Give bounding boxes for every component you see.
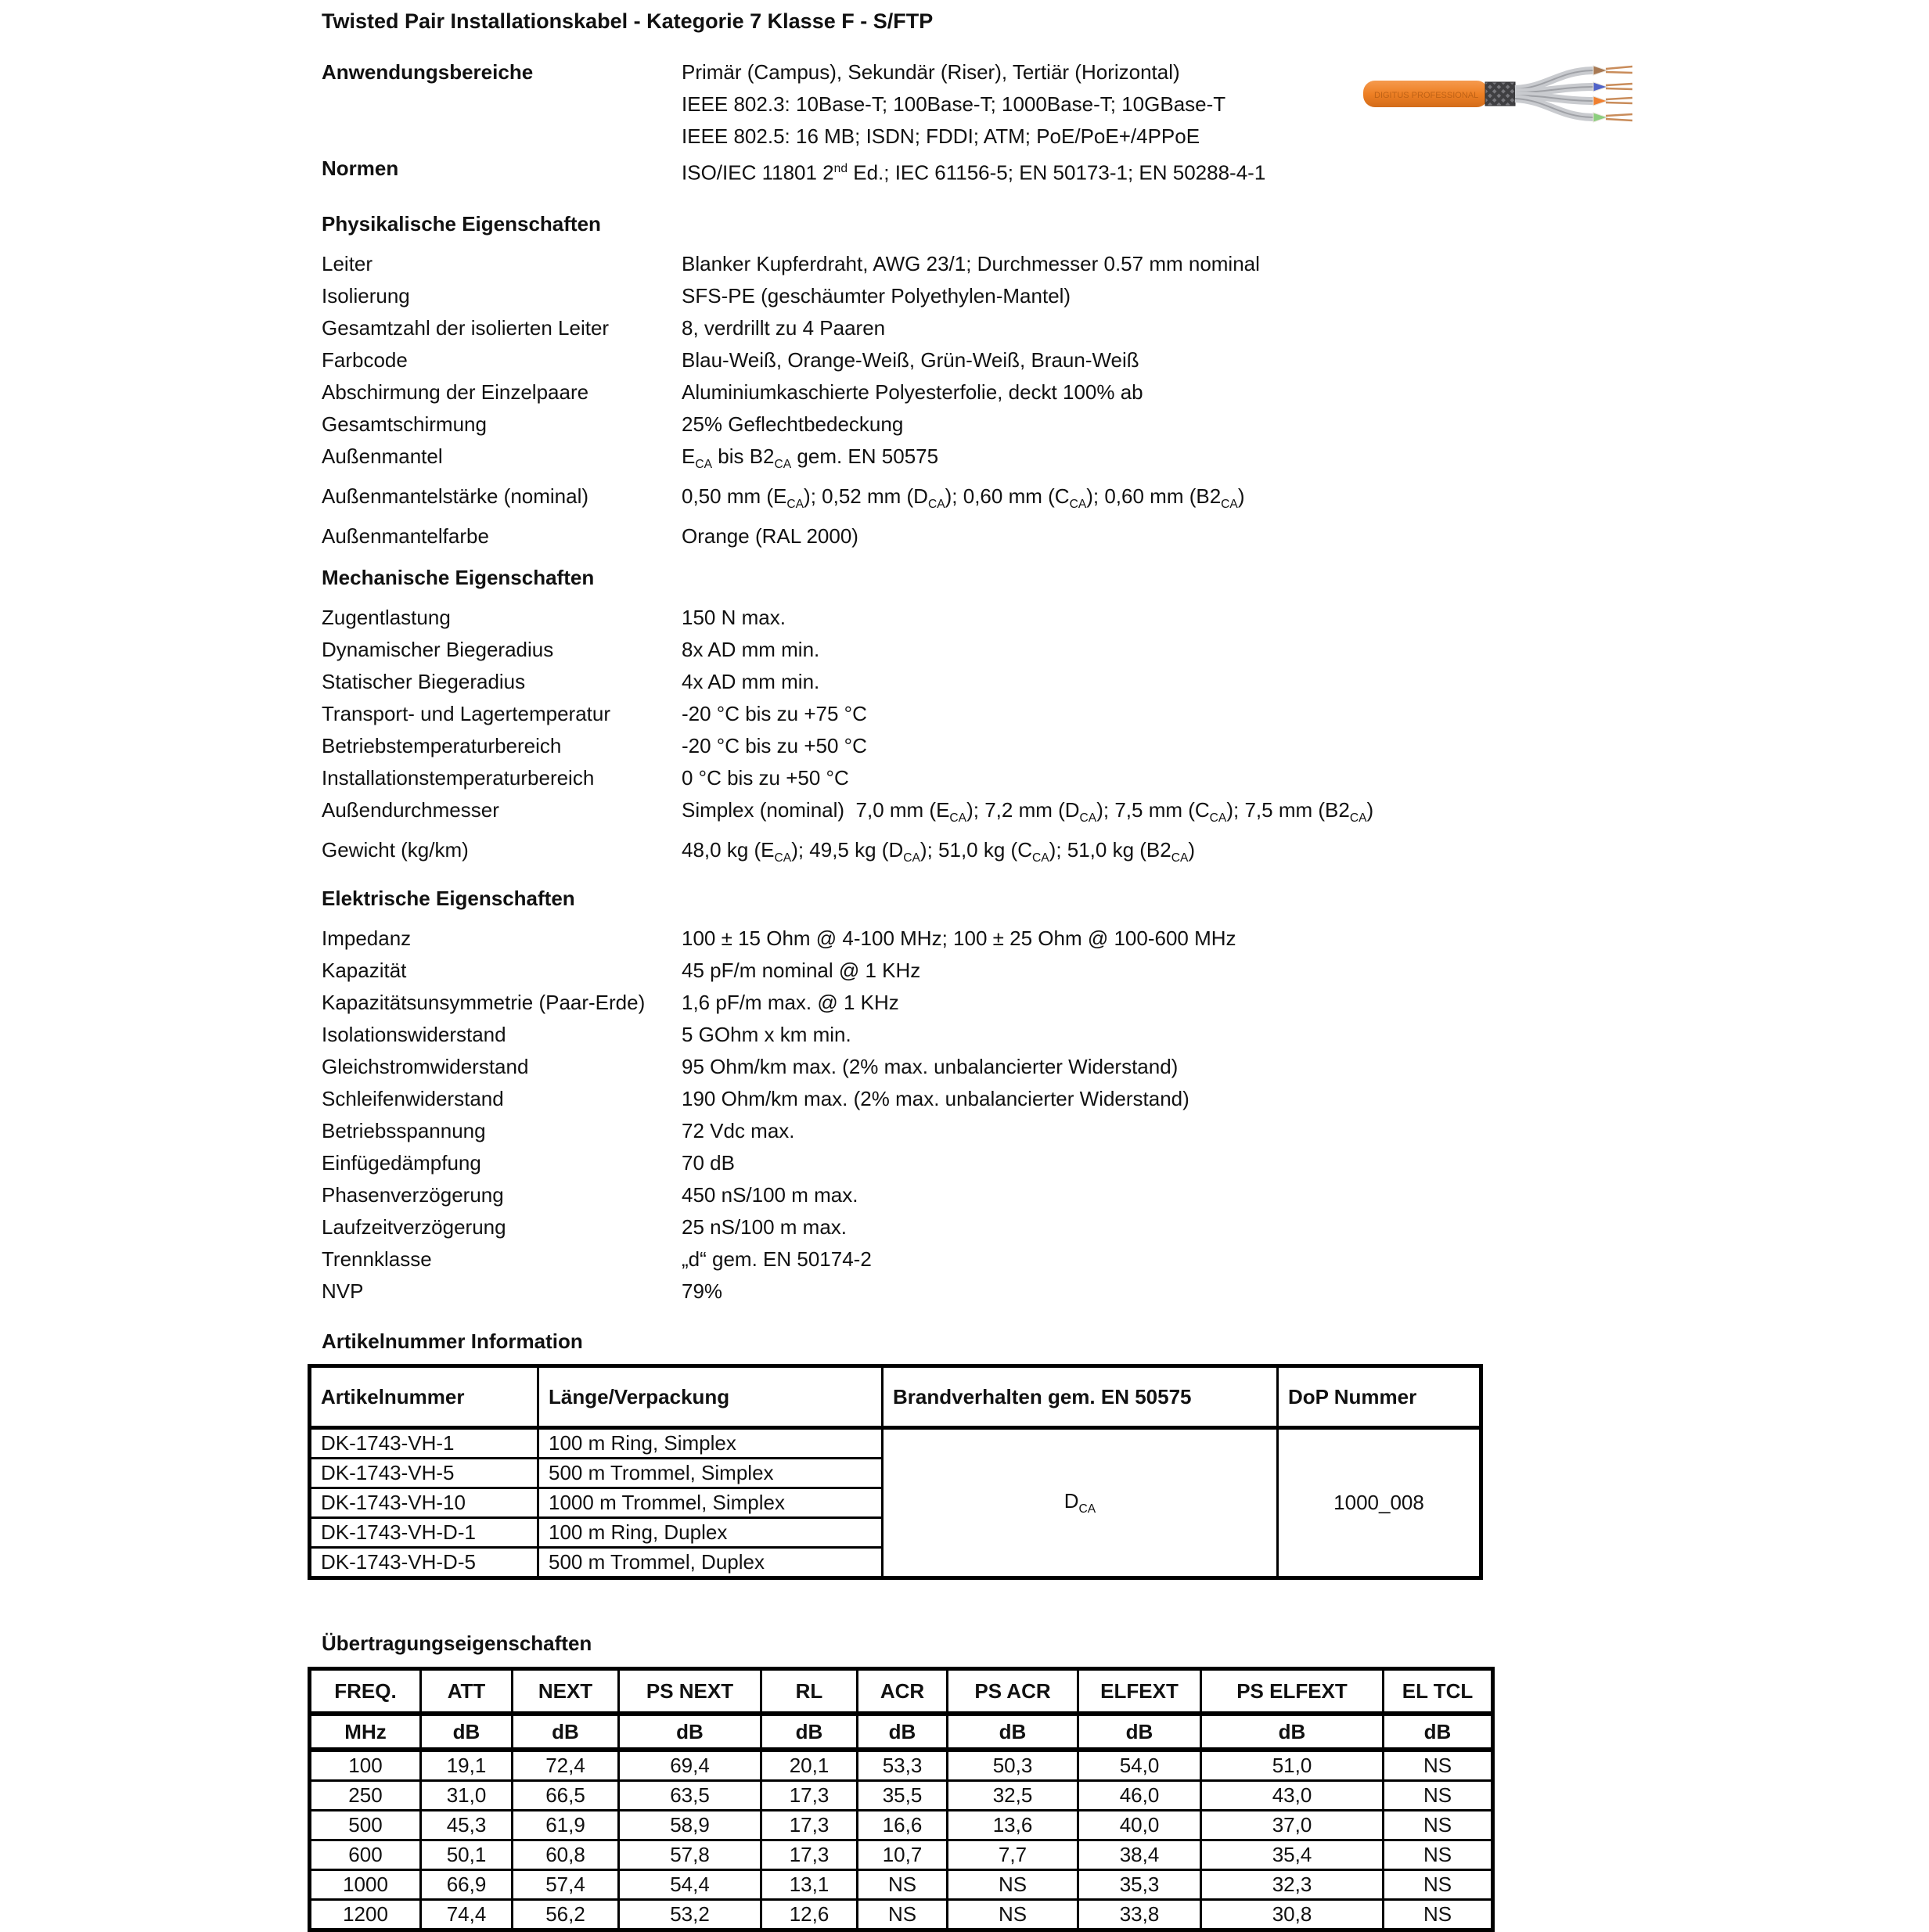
table-cell: 17,3 bbox=[761, 1840, 858, 1870]
property-label: Dynamischer Biegeradius bbox=[322, 638, 554, 661]
property-value: 95 Ohm/km max. (2% max. unbalancierter Widerstand) bbox=[682, 1055, 1179, 1078]
table-cell: 43,0 bbox=[1201, 1781, 1384, 1811]
property-value: 150 N max. bbox=[682, 606, 786, 629]
packaging-cell: 500 m Trommel, Duplex bbox=[538, 1548, 883, 1578]
property-value: 25% Geflechtbedeckung bbox=[682, 412, 904, 436]
table-cell: 13,1 bbox=[761, 1870, 858, 1900]
table-cell: 50,1 bbox=[421, 1840, 513, 1870]
property-row bbox=[322, 955, 1898, 987]
table-cell: 1200 bbox=[310, 1900, 421, 1930]
article-number-cell: DK-1743-VH-1 bbox=[310, 1428, 538, 1459]
property-row bbox=[322, 730, 1898, 762]
property-label: Abschirmung der Einzelpaare bbox=[322, 380, 589, 404]
section-mechanische bbox=[322, 562, 1898, 874]
property-row bbox=[322, 762, 1898, 794]
packaging-cell: 100 m Ring, Simplex bbox=[538, 1428, 883, 1459]
property-row bbox=[322, 923, 1898, 955]
property-label: Betriebsspannung bbox=[322, 1119, 486, 1142]
table-row bbox=[310, 1781, 1493, 1811]
property-row bbox=[322, 1115, 1898, 1147]
property-label: Gewicht (kg/km) bbox=[322, 838, 469, 862]
property-value: 45 pF/m nominal @ 1 KHz bbox=[682, 959, 921, 982]
property-label: Farbcode bbox=[322, 348, 408, 372]
property-value: 72 Vdc max. bbox=[682, 1119, 795, 1142]
table-cell: 32,3 bbox=[1201, 1870, 1384, 1900]
property-label: Normen bbox=[322, 157, 399, 180]
property-row bbox=[322, 634, 1898, 666]
table-cell: 35,5 bbox=[858, 1781, 948, 1811]
table-cell: 53,3 bbox=[858, 1750, 948, 1781]
table-cell: 32,5 bbox=[948, 1781, 1078, 1811]
property-value: Aluminiumkaschierte Polyesterfolie, deckt 100% ab bbox=[682, 380, 1143, 404]
property-label bbox=[322, 121, 682, 153]
property-row bbox=[322, 794, 1898, 834]
table-header-cell: DoP Nummer bbox=[1278, 1366, 1481, 1428]
table-cell: 10,7 bbox=[858, 1840, 948, 1870]
property-value: -20 °C bis zu +50 °C bbox=[682, 734, 867, 757]
table-cell: 54,4 bbox=[619, 1870, 761, 1900]
property-value: „d“ gem. EN 50174-2 bbox=[682, 1247, 872, 1271]
table-unit-cell: dB bbox=[1201, 1714, 1384, 1750]
property-row bbox=[322, 1179, 1898, 1211]
fire-rating-cell: $D_{CA}$ bbox=[883, 1428, 1278, 1578]
property-label: Betriebstemperaturbereich bbox=[322, 734, 562, 757]
table-cell: NS bbox=[1384, 1840, 1493, 1870]
table-cell: 56,2 bbox=[513, 1900, 619, 1930]
table-cell: 58,9 bbox=[619, 1811, 761, 1840]
property-row bbox=[322, 408, 1898, 441]
table-unit-cell: dB bbox=[948, 1714, 1078, 1750]
property-value: ISO/IEC 11801 2nd Ed.; IEC 61156-5; EN 50173-1; EN 50288-4-1 bbox=[682, 160, 1266, 185]
table-cell: 20,1 bbox=[761, 1750, 858, 1781]
property-value: IEEE 802.5: 16 MB; ISDN; FDDI; ATM; PoE/PoE+/4PPoE bbox=[682, 124, 1200, 148]
property-label: Kapazitätsunsymmetrie (Paar-Erde) bbox=[322, 991, 646, 1014]
property-label bbox=[322, 88, 682, 121]
article-number-cell: DK-1743-VH-10 bbox=[310, 1488, 538, 1518]
property-value: 0,50 mm $(E_{CA})$; 0,52 mm $(D_{CA})$; 0,60 mm $(C_{CA})$; 0,60 mm $(B2_{CA})$ bbox=[682, 484, 1245, 512]
property-value: Simplex (nominal) 7,0 mm $(E_{CA})$; 7,2 mm $(D_{CA})$; 7,5 mm $(C_{CA})$; 7,5 mm $(B2_{CA})$ bbox=[682, 798, 1374, 826]
table-header-cell: ATT bbox=[421, 1669, 513, 1714]
property-label: Installationstemperaturbereich bbox=[322, 766, 595, 790]
table-cell: 100 bbox=[310, 1750, 421, 1781]
table-cell: 50,3 bbox=[948, 1750, 1078, 1781]
table-cell: NS bbox=[858, 1900, 948, 1930]
section-heading: Elektrische Eigenschaften bbox=[322, 887, 575, 910]
table-unit-cell: dB bbox=[1384, 1714, 1493, 1750]
property-row bbox=[322, 666, 1898, 698]
table-cell: NS bbox=[1384, 1750, 1493, 1781]
property-row bbox=[322, 834, 1898, 874]
property-row bbox=[322, 56, 1898, 88]
table-cell: 66,5 bbox=[513, 1781, 619, 1811]
table-header-row bbox=[310, 1669, 1493, 1714]
property-label: Schleifenwiderstand bbox=[322, 1087, 504, 1110]
table-unit-cell: dB bbox=[761, 1714, 858, 1750]
article-number-cell: DK-1743-VH-5 bbox=[310, 1459, 538, 1488]
section-elektrische bbox=[322, 883, 1898, 1308]
section-heading: Physikalische Eigenschaften bbox=[322, 212, 601, 236]
property-row bbox=[322, 344, 1898, 376]
table-header-cell: Länge/Verpackung bbox=[538, 1366, 883, 1428]
property-value: 48,0 kg $(E_{CA})$; 49,5 kg $(D_{CA})$; 51,0 kg $(C_{CA})$; 51,0 kg $(B2_{CA})$ bbox=[682, 838, 1196, 865]
table-cell: 17,3 bbox=[761, 1781, 858, 1811]
table-cell: 57,4 bbox=[513, 1870, 619, 1900]
article-number-table bbox=[308, 1364, 1483, 1580]
table-header-row bbox=[310, 1366, 1481, 1428]
property-value: SFS-PE (geschäumter Polyethylen-Mantel) bbox=[682, 284, 1071, 308]
table-cell: 600 bbox=[310, 1840, 421, 1870]
table-cell: NS bbox=[948, 1900, 1078, 1930]
table-header-cell: PS ELFEXT bbox=[1201, 1669, 1384, 1714]
property-row bbox=[322, 520, 1898, 552]
table-row bbox=[310, 1870, 1493, 1900]
table-unit-cell: dB bbox=[858, 1714, 948, 1750]
table-row bbox=[310, 1750, 1493, 1781]
property-value: Orange (RAL 2000) bbox=[682, 524, 858, 549]
property-value: 8, verdrillt zu 4 Paaren bbox=[682, 316, 886, 340]
table-row bbox=[310, 1428, 1481, 1459]
property-row bbox=[322, 376, 1898, 408]
property-row bbox=[322, 1083, 1898, 1115]
property-label: Außenmantelstärke (nominal) bbox=[322, 484, 589, 509]
property-label: Laufzeitverzögerung bbox=[322, 1215, 506, 1239]
property-label: Gleichstromwiderstand bbox=[322, 1055, 529, 1078]
property-label: Außenmantel bbox=[322, 444, 443, 468]
property-value: 79% bbox=[682, 1279, 723, 1303]
property-row bbox=[322, 480, 1898, 520]
table-cell: NS bbox=[948, 1870, 1078, 1900]
table-cell: NS bbox=[1384, 1900, 1493, 1930]
table-cell: NS bbox=[858, 1870, 948, 1900]
table-cell: 69,4 bbox=[619, 1750, 761, 1781]
table-cell: 31,0 bbox=[421, 1781, 513, 1811]
property-row bbox=[322, 441, 1898, 480]
table-cell: 500 bbox=[310, 1811, 421, 1840]
property-label: Transport- und Lagertemperatur bbox=[322, 702, 611, 725]
property-value: 0 °C bis zu +50 °C bbox=[682, 766, 849, 790]
property-row bbox=[322, 602, 1898, 634]
property-row bbox=[322, 280, 1898, 312]
table-header-cell: RL bbox=[761, 1669, 858, 1714]
packaging-cell: 1000 m Trommel, Simplex bbox=[538, 1488, 883, 1518]
table-header-cell: PS NEXT bbox=[619, 1669, 761, 1714]
property-value: 5 GOhm x km min. bbox=[682, 1023, 851, 1046]
property-label: Phasenverzögerung bbox=[322, 1183, 504, 1207]
property-value: -20 °C bis zu +75 °C bbox=[682, 702, 867, 725]
intro-block bbox=[322, 56, 1898, 189]
table-cell: 66,9 bbox=[421, 1870, 513, 1900]
property-label: Gesamtschirmung bbox=[322, 412, 487, 436]
property-label: Trennklasse bbox=[322, 1247, 432, 1271]
property-row bbox=[322, 1243, 1898, 1275]
property-row bbox=[322, 1147, 1898, 1179]
property-row bbox=[322, 698, 1898, 730]
property-value: IEEE 802.3: 10Base-T; 100Base-T; 1000Base-T; 10GBase-T bbox=[682, 92, 1226, 116]
table-cell: 35,3 bbox=[1078, 1870, 1201, 1900]
table-header-cell: ACR bbox=[858, 1669, 948, 1714]
table-cell: 72,4 bbox=[513, 1750, 619, 1781]
table-cell: 46,0 bbox=[1078, 1781, 1201, 1811]
table-units-row bbox=[310, 1714, 1493, 1750]
property-value: 1,6 pF/m max. @ 1 KHz bbox=[682, 991, 899, 1014]
table-unit-cell: dB bbox=[619, 1714, 761, 1750]
table-unit-cell: MHz bbox=[310, 1714, 421, 1750]
table-cell: 51,0 bbox=[1201, 1750, 1384, 1781]
table-unit-cell: dB bbox=[1078, 1714, 1201, 1750]
table-cell: 13,6 bbox=[948, 1811, 1078, 1840]
table-header-cell: EL TCL bbox=[1384, 1669, 1493, 1714]
table-cell: 30,8 bbox=[1201, 1900, 1384, 1930]
table-cell: 35,4 bbox=[1201, 1840, 1384, 1870]
property-label: Außenmantelfarbe bbox=[322, 524, 489, 549]
property-label: Gesamtzahl der isolierten Leiter bbox=[322, 316, 610, 340]
property-label: Statischer Biegeradius bbox=[322, 670, 526, 693]
table-header-cell: ELFEXT bbox=[1078, 1669, 1201, 1714]
table-cell: NS bbox=[1384, 1781, 1493, 1811]
table-unit-cell: dB bbox=[513, 1714, 619, 1750]
property-label: Zugentlastung bbox=[322, 606, 451, 629]
table-cell: 61,9 bbox=[513, 1811, 619, 1840]
property-row bbox=[322, 312, 1898, 344]
property-value: 190 Ohm/km max. (2% max. unbalancierter Widerstand) bbox=[682, 1087, 1189, 1110]
table-cell: 250 bbox=[310, 1781, 421, 1811]
table-cell: 38,4 bbox=[1078, 1840, 1201, 1870]
page-title: Twisted Pair Installationskabel - Kategorie 7 Klasse F - S/FTP bbox=[322, 9, 934, 33]
article-number-cell: DK-1743-VH-D-5 bbox=[310, 1548, 538, 1578]
property-row bbox=[322, 1019, 1898, 1051]
table-cell: NS bbox=[1384, 1870, 1493, 1900]
table-cell: NS bbox=[1384, 1811, 1493, 1840]
property-value: Blau-Weiß, Orange-Weiß, Grün-Weiß, Braun-Weiß bbox=[682, 348, 1139, 372]
property-value: 450 nS/100 m max. bbox=[682, 1183, 858, 1207]
property-row bbox=[322, 987, 1898, 1019]
property-row bbox=[322, 153, 1898, 189]
property-label: Kapazität bbox=[322, 959, 407, 982]
article-number-cell: DK-1743-VH-D-1 bbox=[310, 1518, 538, 1548]
table-unit-cell: dB bbox=[421, 1714, 513, 1750]
table-cell: 54,0 bbox=[1078, 1750, 1201, 1781]
cable-jacket-print: DIGITUS PROFESSIONAL bbox=[1374, 91, 1479, 100]
property-value: $E_{CA}$ bis $B2_{CA}$ gem. EN 50575 bbox=[682, 444, 939, 472]
property-value: 70 dB bbox=[682, 1151, 735, 1175]
table-cell: 1000 bbox=[310, 1870, 421, 1900]
property-value: Blanker Kupferdraht, AWG 23/1; Durchmesser 0.57 mm nominal bbox=[682, 252, 1260, 275]
section-physikalische bbox=[322, 208, 1898, 552]
table-cell: 37,0 bbox=[1201, 1811, 1384, 1840]
table-cell: 45,3 bbox=[421, 1811, 513, 1840]
property-label: Anwendungsbereiche bbox=[322, 60, 534, 84]
property-value: 25 nS/100 m max. bbox=[682, 1215, 847, 1239]
packaging-cell: 500 m Trommel, Simplex bbox=[538, 1459, 883, 1488]
property-row bbox=[322, 88, 1898, 121]
property-value: 4x AD mm min. bbox=[682, 670, 820, 693]
table-header-cell: Brandverhalten gem. EN 50575 bbox=[883, 1366, 1278, 1428]
table-row bbox=[310, 1840, 1493, 1870]
table-cell: 40,0 bbox=[1078, 1811, 1201, 1840]
property-label: NVP bbox=[322, 1279, 364, 1303]
property-value: 100 ± 15 Ohm @ 4-100 MHz; 100 ± 25 Ohm @ 100-600 MHz bbox=[682, 926, 1236, 950]
table-cell: 12,6 bbox=[761, 1900, 858, 1930]
table-cell: 7,7 bbox=[948, 1840, 1078, 1870]
table-cell: 60,8 bbox=[513, 1840, 619, 1870]
property-row bbox=[322, 1051, 1898, 1083]
table-cell: 33,8 bbox=[1078, 1900, 1201, 1930]
section-heading: Mechanische Eigenschaften bbox=[322, 566, 595, 589]
section-heading-uebertragung: Übertragungseigenschaften bbox=[322, 1632, 592, 1655]
table-header-cell: FREQ. bbox=[310, 1669, 421, 1714]
table-header-cell: NEXT bbox=[513, 1669, 619, 1714]
property-label: Außendurchmesser bbox=[322, 798, 499, 822]
property-label: Leiter bbox=[322, 252, 373, 275]
dop-number-cell: 1000_008 bbox=[1278, 1428, 1481, 1578]
table-row bbox=[310, 1811, 1493, 1840]
packaging-cell: 100 m Ring, Duplex bbox=[538, 1518, 883, 1548]
table-cell: 74,4 bbox=[421, 1900, 513, 1930]
table-cell: 16,6 bbox=[858, 1811, 948, 1840]
table-cell: 53,2 bbox=[619, 1900, 761, 1930]
property-row bbox=[322, 248, 1898, 280]
property-label: Einfügedämpfung bbox=[322, 1151, 481, 1175]
transmission-table bbox=[308, 1667, 1495, 1932]
table-cell: 17,3 bbox=[761, 1811, 858, 1840]
table-header-cell: Artikelnummer bbox=[310, 1366, 538, 1428]
table-cell: 63,5 bbox=[619, 1781, 761, 1811]
section-heading-artikelnummer: Artikelnummer Information bbox=[322, 1329, 583, 1353]
property-row bbox=[322, 121, 1898, 153]
property-row bbox=[322, 1211, 1898, 1243]
property-row bbox=[322, 1275, 1898, 1308]
table-cell: 57,8 bbox=[619, 1840, 761, 1870]
table-cell: 19,1 bbox=[421, 1750, 513, 1781]
property-label: Impedanz bbox=[322, 926, 412, 950]
table-row bbox=[310, 1900, 1493, 1930]
property-value: Primär (Campus), Sekundär (Riser), Tertiär (Horizontal) bbox=[682, 60, 1180, 84]
property-value: 8x AD mm min. bbox=[682, 638, 820, 661]
property-label: Isolierung bbox=[322, 284, 410, 308]
table-header-cell: PS ACR bbox=[948, 1669, 1078, 1714]
property-label: Isolationswiderstand bbox=[322, 1023, 506, 1046]
